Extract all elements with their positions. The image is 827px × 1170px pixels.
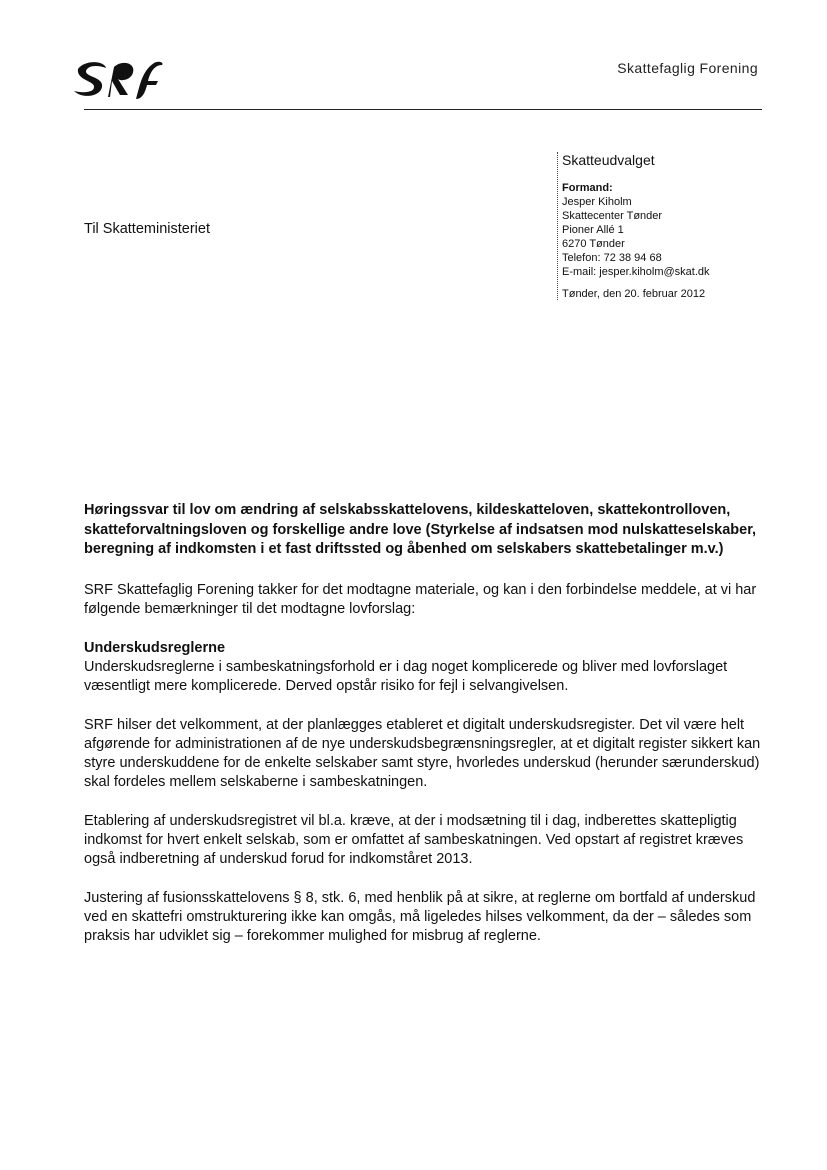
srf-logo (70, 55, 165, 105)
paragraph-1: Underskudsreglerne i sambeskatningsforhold er i dag noget komplicerede og bliver med lovforslaget væsentligt mere komplicerede. Derved opstår risiko for fejl i selvangivelsen. (84, 658, 728, 694)
sender-office: Skattecenter Tønder (562, 210, 663, 222)
recipient: Til Skatteministeriet (84, 221, 210, 237)
sender-city: 6270 Tønder (562, 238, 625, 250)
sender-phone: Telefon: 72 38 94 68 (562, 252, 662, 264)
sender-email: E-mail: jesper.kiholm@skat.dk (562, 266, 710, 278)
paragraph-2: SRF hilser det velkomment, at der planlægges etableret et digitalt underskudsregister. Det vil være helt afgørende for administrationen af de nye underskudsbegrænsningsregler, at et digitalt register sikkert kan styre underskuddene for de enkelte selskaber samt styre, hvorledes underskud (herunder særunderskud) skal fordeles mellem selskaberne i sambeskatningen. (84, 716, 761, 790)
intro-paragraph: SRF Skattefaglig Forening takker for det modtagne materiale, og kan i den forbindelse meddele, at vi har følgende bemærkninger til det modtagne lovforslag: (84, 581, 757, 617)
paragraph-3: Etablering af underskudsregistret vil bl.a. kræve, at der i modsætning til i dag, indberettes skattepligtig indkomst for hvert enkelt selskab, som er omfattet af sambeskatningen. Ved opstart af registret kræves også indberetning af underskud forud for indkomståret 2013. (84, 812, 744, 867)
section-heading: Underskudsreglerne (84, 639, 226, 656)
sender-street: Pioner Allé 1 (562, 224, 624, 236)
sender-block (557, 152, 782, 300)
sender-role: Formand: (562, 182, 613, 194)
letter-date: Tønder, den 20. februar 2012 (562, 288, 706, 300)
header-divider (84, 109, 762, 110)
committee-name: Skatteudvalget (562, 152, 655, 168)
letter-body (84, 501, 764, 966)
document-title: Høringssvar til lov om ændring af selskabsskattelovens, kildeskatteloven, skattekontrolloven, skatteforvaltningsloven og forskellige andre love (Styrkelse af indsatsen mod nulskatteselskaber, beregning af indkomsten i et fast driftssted og åbenhed om selskabers skattebetalinger m.v.) (84, 502, 757, 557)
paragraph-4: Justering af fusionsskattelovens § 8, stk. 6, med henblik på at sikre, at reglerne om bortfald af underskud ved en skattefri omstrukturering ikke kan omgås, må ligeledes hilses velkomment, da der – således som praksis har udviklet sig – forekommer mulighed for misbrug af reglerne. (84, 889, 756, 944)
organization-name: Skattefaglig Forening (617, 60, 758, 76)
sender-name: Jesper Kiholm (562, 196, 632, 208)
